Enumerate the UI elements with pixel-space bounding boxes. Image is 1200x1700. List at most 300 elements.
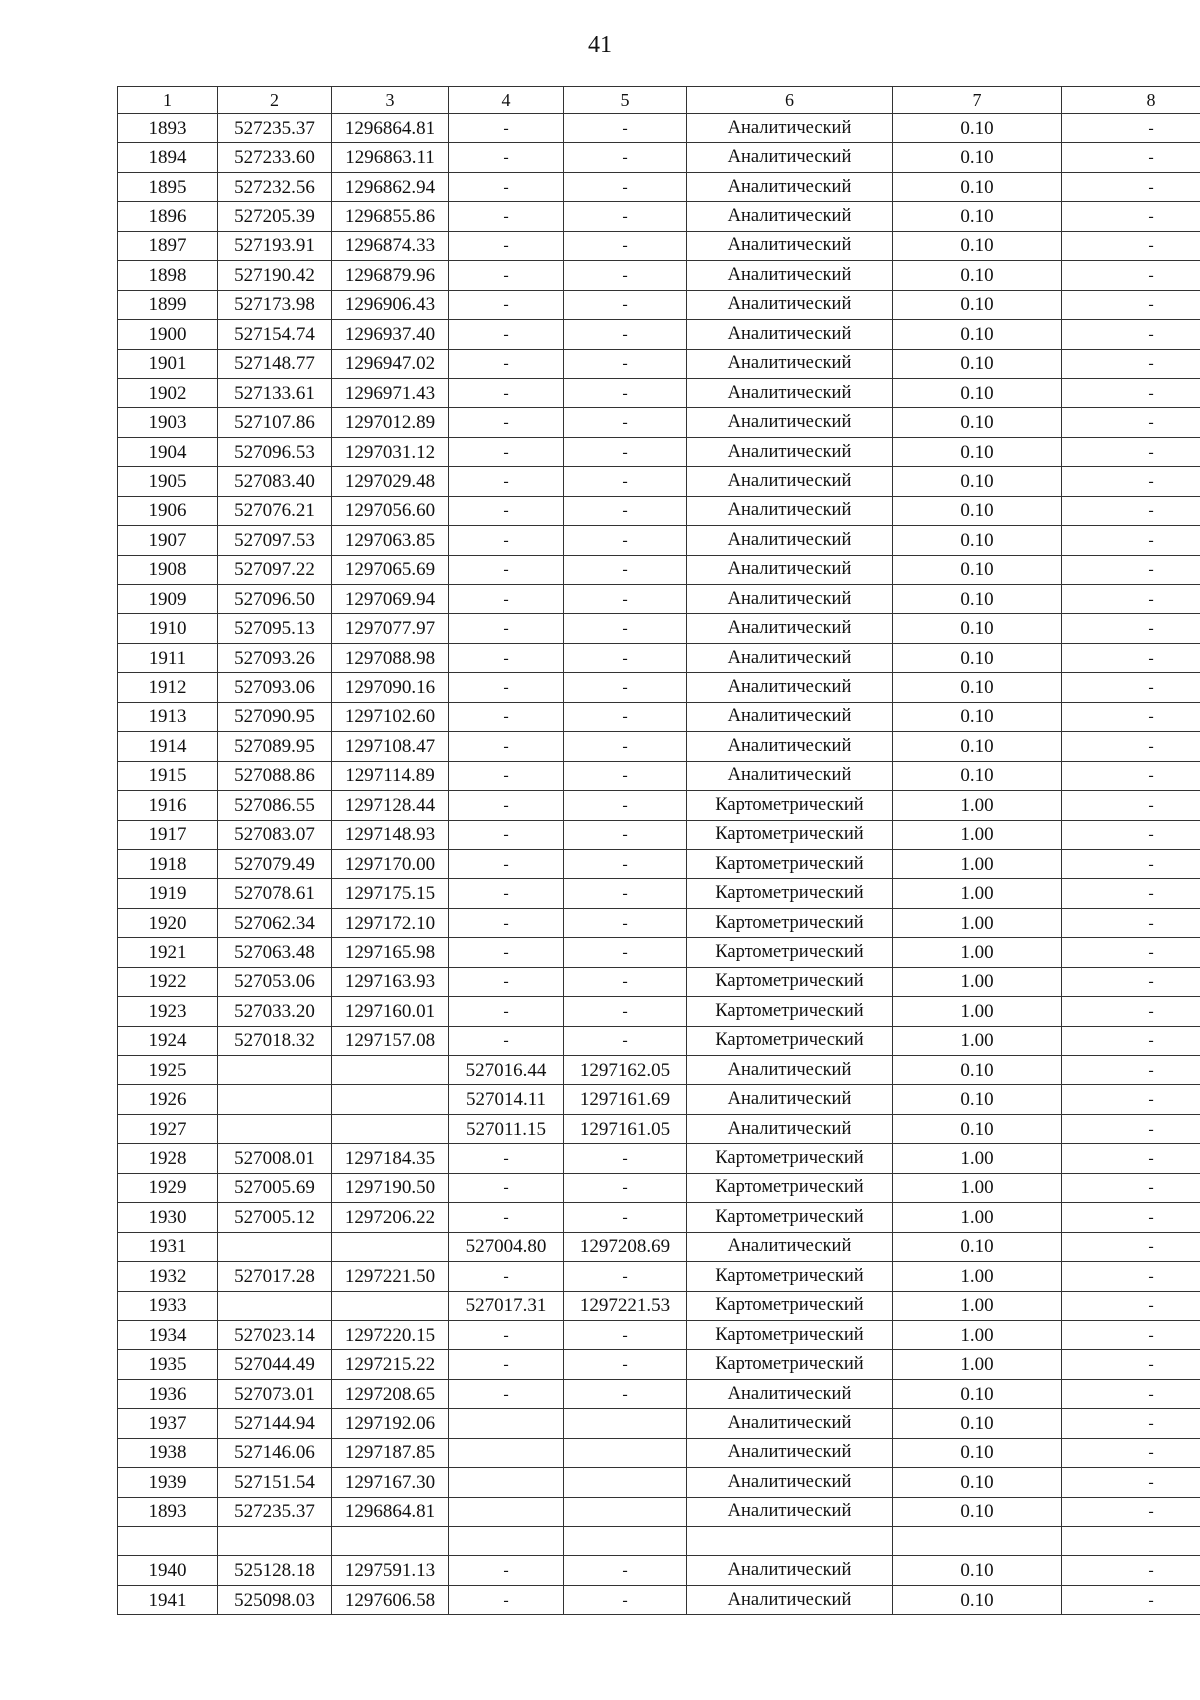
accuracy-cell: 0.10	[893, 1085, 1062, 1114]
column-header: 7	[893, 87, 1062, 114]
point-number-cell: 1909	[118, 585, 218, 614]
x-coordinate-alt-cell	[449, 1468, 564, 1497]
description-cell: -	[1062, 732, 1200, 761]
method-cell: Картометрический	[687, 849, 893, 878]
point-number-cell: 1926	[118, 1085, 218, 1114]
x-coordinate-cell: 527133.61	[218, 378, 332, 407]
description-cell: -	[1062, 1556, 1200, 1585]
x-coordinate-cell: 527097.53	[218, 526, 332, 555]
y-coordinate-cell	[332, 1056, 449, 1085]
description-cell: -	[1062, 791, 1200, 820]
method-cell: Аналитический	[687, 1232, 893, 1261]
table-row	[118, 437, 1200, 466]
table-row	[118, 555, 1200, 584]
accuracy-cell: 1.00	[893, 1350, 1062, 1379]
column-header: 4	[449, 87, 564, 114]
table-row	[118, 172, 1200, 201]
table-row	[118, 1203, 1200, 1232]
point-number-cell: 1918	[118, 849, 218, 878]
accuracy-cell: 1.00	[893, 1262, 1062, 1291]
point-number-cell: 1941	[118, 1585, 218, 1614]
y-coordinate-alt-cell: 1297161.69	[564, 1085, 687, 1114]
x-coordinate-alt-cell: -	[449, 908, 564, 937]
x-coordinate-alt-cell: -	[449, 261, 564, 290]
table-row	[118, 408, 1200, 437]
description-cell: -	[1062, 143, 1200, 172]
method-cell: Картометрический	[687, 997, 893, 1026]
point-number-cell: 1924	[118, 1026, 218, 1055]
x-coordinate-cell: 527083.40	[218, 467, 332, 496]
accuracy-cell: 1.00	[893, 908, 1062, 937]
y-coordinate-alt-cell: -	[564, 614, 687, 643]
point-number-cell: 1906	[118, 496, 218, 525]
method-cell: Аналитический	[687, 555, 893, 584]
x-coordinate-cell: 527093.06	[218, 673, 332, 702]
table-row	[118, 349, 1200, 378]
table-row	[118, 761, 1200, 790]
x-coordinate-cell	[218, 1527, 332, 1556]
y-coordinate-alt-cell	[564, 1527, 687, 1556]
y-coordinate-alt-cell: 1297161.05	[564, 1114, 687, 1143]
method-cell: Аналитический	[687, 1114, 893, 1143]
x-coordinate-alt-cell: -	[449, 172, 564, 201]
point-number-cell: 1915	[118, 761, 218, 790]
description-cell: -	[1062, 290, 1200, 319]
table-row	[118, 820, 1200, 849]
x-coordinate-cell: 527044.49	[218, 1350, 332, 1379]
x-coordinate-alt-cell: 527017.31	[449, 1291, 564, 1320]
y-coordinate-cell: 1297606.58	[332, 1585, 449, 1614]
table-row	[118, 1026, 1200, 1055]
y-coordinate-cell: 1297163.93	[332, 967, 449, 996]
x-coordinate-alt-cell: -	[449, 1350, 564, 1379]
x-coordinate-alt-cell: -	[449, 1262, 564, 1291]
x-coordinate-alt-cell: -	[449, 791, 564, 820]
table-row	[118, 378, 1200, 407]
point-number-cell: 1905	[118, 467, 218, 496]
y-coordinate-alt-cell: -	[564, 643, 687, 672]
y-coordinate-cell: 1297591.13	[332, 1556, 449, 1585]
table-row	[118, 997, 1200, 1026]
description-cell: -	[1062, 967, 1200, 996]
y-coordinate-alt-cell: 1297162.05	[564, 1056, 687, 1085]
point-number-cell: 1893	[118, 1497, 218, 1526]
table-row	[118, 1468, 1200, 1497]
method-cell: Картометрический	[687, 1262, 893, 1291]
y-coordinate-alt-cell: -	[564, 908, 687, 937]
table-row	[118, 1262, 1200, 1291]
point-number-cell: 1938	[118, 1438, 218, 1467]
y-coordinate-alt-cell: -	[564, 938, 687, 967]
method-cell: Аналитический	[687, 1056, 893, 1085]
description-cell: -	[1062, 1173, 1200, 1202]
column-header: 8	[1062, 87, 1200, 114]
table-row	[118, 261, 1200, 290]
accuracy-cell: 0.10	[893, 261, 1062, 290]
x-coordinate-alt-cell: -	[449, 143, 564, 172]
method-cell: Аналитический	[687, 614, 893, 643]
y-coordinate-cell	[332, 1527, 449, 1556]
y-coordinate-alt-cell: -	[564, 702, 687, 731]
method-cell: Аналитический	[687, 143, 893, 172]
point-number-cell: 1929	[118, 1173, 218, 1202]
accuracy-cell: 0.10	[893, 643, 1062, 672]
description-cell: -	[1062, 261, 1200, 290]
y-coordinate-cell: 1297157.08	[332, 1026, 449, 1055]
point-number-cell: 1932	[118, 1262, 218, 1291]
accuracy-cell: 0.10	[893, 467, 1062, 496]
y-coordinate-cell: 1297184.35	[332, 1144, 449, 1173]
point-number-cell: 1896	[118, 202, 218, 231]
x-coordinate-alt-cell: -	[449, 585, 564, 614]
y-coordinate-alt-cell	[564, 1497, 687, 1526]
accuracy-cell: 0.10	[893, 761, 1062, 790]
table-row	[118, 231, 1200, 260]
y-coordinate-cell: 1297108.47	[332, 732, 449, 761]
x-coordinate-cell: 525128.18	[218, 1556, 332, 1585]
accuracy-cell: 0.10	[893, 673, 1062, 702]
accuracy-cell: 0.10	[893, 1585, 1062, 1614]
method-cell: Аналитический	[687, 378, 893, 407]
y-coordinate-cell: 1297187.85	[332, 1438, 449, 1467]
y-coordinate-alt-cell: -	[564, 967, 687, 996]
accuracy-cell: 0.10	[893, 555, 1062, 584]
accuracy-cell: 0.10	[893, 349, 1062, 378]
method-cell: Аналитический	[687, 1085, 893, 1114]
x-coordinate-alt-cell: -	[449, 879, 564, 908]
method-cell: Аналитический	[687, 526, 893, 555]
y-coordinate-alt-cell: -	[564, 320, 687, 349]
page-number: 41	[588, 32, 612, 58]
y-coordinate-alt-cell: -	[564, 526, 687, 555]
y-coordinate-cell: 1296879.96	[332, 261, 449, 290]
table-row	[118, 467, 1200, 496]
table-row	[118, 849, 1200, 878]
method-cell: Аналитический	[687, 496, 893, 525]
y-coordinate-cell: 1297102.60	[332, 702, 449, 731]
table-row	[118, 320, 1200, 349]
table-row	[118, 496, 1200, 525]
table-row	[118, 1585, 1200, 1614]
x-coordinate-cell: 525098.03	[218, 1585, 332, 1614]
accuracy-cell: 0.10	[893, 1468, 1062, 1497]
accuracy-cell: 0.10	[893, 408, 1062, 437]
method-cell: Аналитический	[687, 408, 893, 437]
x-coordinate-alt-cell: -	[449, 849, 564, 878]
accuracy-cell: 1.00	[893, 1173, 1062, 1202]
table-row	[118, 1556, 1200, 1585]
x-coordinate-alt-cell: -	[449, 202, 564, 231]
description-cell: -	[1062, 673, 1200, 702]
x-coordinate-alt-cell: -	[449, 702, 564, 731]
method-cell: Аналитический	[687, 290, 893, 319]
x-coordinate-cell: 527193.91	[218, 231, 332, 260]
description-cell: -	[1062, 349, 1200, 378]
x-coordinate-cell: 527097.22	[218, 555, 332, 584]
y-coordinate-alt-cell	[564, 1468, 687, 1497]
x-coordinate-cell	[218, 1056, 332, 1085]
column-header: 5	[564, 87, 687, 114]
description-cell	[1062, 1527, 1200, 1556]
x-coordinate-alt-cell: -	[449, 1026, 564, 1055]
y-coordinate-alt-cell: -	[564, 732, 687, 761]
y-coordinate-alt-cell: 1297208.69	[564, 1232, 687, 1261]
description-cell: -	[1062, 437, 1200, 466]
description-cell: -	[1062, 643, 1200, 672]
point-number-cell: 1936	[118, 1379, 218, 1408]
accuracy-cell: 1.00	[893, 1026, 1062, 1055]
x-coordinate-alt-cell: -	[449, 967, 564, 996]
column-header: 3	[332, 87, 449, 114]
y-coordinate-alt-cell: -	[564, 585, 687, 614]
accuracy-cell: 1.00	[893, 997, 1062, 1026]
table-row	[118, 614, 1200, 643]
y-coordinate-cell: 1296874.33	[332, 231, 449, 260]
y-coordinate-cell: 1296947.02	[332, 349, 449, 378]
y-coordinate-alt-cell: -	[564, 1262, 687, 1291]
y-coordinate-cell: 1297031.12	[332, 437, 449, 466]
table-row	[118, 643, 1200, 672]
x-coordinate-cell: 527148.77	[218, 349, 332, 378]
method-cell: Аналитический	[687, 1379, 893, 1408]
table-row	[118, 1497, 1200, 1526]
method-cell: Аналитический	[687, 1585, 893, 1614]
method-cell: Аналитический	[687, 349, 893, 378]
table-row	[118, 732, 1200, 761]
table-row	[118, 1056, 1200, 1085]
accuracy-cell: 1.00	[893, 1291, 1062, 1320]
point-number-cell: 1901	[118, 349, 218, 378]
point-number-cell: 1897	[118, 231, 218, 260]
y-coordinate-cell	[332, 1085, 449, 1114]
description-cell: -	[1062, 378, 1200, 407]
x-coordinate-alt-cell: -	[449, 320, 564, 349]
point-number-cell: 1920	[118, 908, 218, 937]
y-coordinate-cell: 1297160.01	[332, 997, 449, 1026]
y-coordinate-cell: 1297165.98	[332, 938, 449, 967]
x-coordinate-alt-cell: -	[449, 820, 564, 849]
point-number-cell: 1898	[118, 261, 218, 290]
y-coordinate-alt-cell: -	[564, 1144, 687, 1173]
description-cell: -	[1062, 908, 1200, 937]
y-coordinate-cell: 1297063.85	[332, 526, 449, 555]
x-coordinate-cell	[218, 1114, 332, 1143]
x-coordinate-cell: 527008.01	[218, 1144, 332, 1173]
y-coordinate-alt-cell: -	[564, 1556, 687, 1585]
x-coordinate-cell: 527090.95	[218, 702, 332, 731]
description-cell: -	[1062, 114, 1200, 143]
y-coordinate-alt-cell: -	[564, 1379, 687, 1408]
x-coordinate-cell: 527005.12	[218, 1203, 332, 1232]
y-coordinate-alt-cell: -	[564, 761, 687, 790]
x-coordinate-alt-cell: -	[449, 496, 564, 525]
accuracy-cell: 0.10	[893, 231, 1062, 260]
accuracy-cell: 0.10	[893, 1556, 1062, 1585]
y-coordinate-cell: 1297190.50	[332, 1173, 449, 1202]
point-number-cell: 1899	[118, 290, 218, 319]
description-cell: -	[1062, 555, 1200, 584]
accuracy-cell: 1.00	[893, 1203, 1062, 1232]
table-row	[118, 1085, 1200, 1114]
description-cell: -	[1062, 1203, 1200, 1232]
x-coordinate-alt-cell: -	[449, 437, 564, 466]
point-number-cell: 1912	[118, 673, 218, 702]
y-coordinate-alt-cell: -	[564, 437, 687, 466]
y-coordinate-alt-cell: -	[564, 261, 687, 290]
y-coordinate-alt-cell: -	[564, 1173, 687, 1202]
table-row	[118, 1527, 1200, 1556]
accuracy-cell: 0.10	[893, 1497, 1062, 1526]
y-coordinate-cell: 1296937.40	[332, 320, 449, 349]
x-coordinate-cell	[218, 1085, 332, 1114]
description-cell: -	[1062, 202, 1200, 231]
accuracy-cell: 1.00	[893, 1320, 1062, 1349]
x-coordinate-alt-cell	[449, 1527, 564, 1556]
description-cell: -	[1062, 938, 1200, 967]
x-coordinate-alt-cell: 527004.80	[449, 1232, 564, 1261]
x-coordinate-cell: 527023.14	[218, 1320, 332, 1349]
table-row	[118, 702, 1200, 731]
x-coordinate-cell: 527151.54	[218, 1468, 332, 1497]
point-number-cell: 1907	[118, 526, 218, 555]
y-coordinate-cell: 1297065.69	[332, 555, 449, 584]
accuracy-cell: 1.00	[893, 849, 1062, 878]
method-cell: Аналитический	[687, 673, 893, 702]
y-coordinate-alt-cell: -	[564, 467, 687, 496]
description-cell: -	[1062, 1497, 1200, 1526]
point-number-cell: 1925	[118, 1056, 218, 1085]
accuracy-cell: 0.10	[893, 1409, 1062, 1438]
point-number-cell: 1922	[118, 967, 218, 996]
x-coordinate-cell: 527146.06	[218, 1438, 332, 1467]
table-row	[118, 1232, 1200, 1261]
method-cell: Картометрический	[687, 1144, 893, 1173]
description-cell: -	[1062, 1056, 1200, 1085]
x-coordinate-alt-cell: -	[449, 673, 564, 702]
method-cell: Картометрический	[687, 820, 893, 849]
description-cell: -	[1062, 526, 1200, 555]
method-cell: Аналитический	[687, 467, 893, 496]
x-coordinate-alt-cell: -	[449, 467, 564, 496]
x-coordinate-alt-cell	[449, 1409, 564, 1438]
y-coordinate-alt-cell: -	[564, 290, 687, 319]
x-coordinate-alt-cell: -	[449, 408, 564, 437]
accuracy-cell: 1.00	[893, 1144, 1062, 1173]
method-cell: Картометрический	[687, 967, 893, 996]
point-number-cell: 1921	[118, 938, 218, 967]
y-coordinate-alt-cell: -	[564, 879, 687, 908]
method-cell: Картометрический	[687, 908, 893, 937]
description-cell: -	[1062, 1291, 1200, 1320]
x-coordinate-cell: 527154.74	[218, 320, 332, 349]
y-coordinate-alt-cell: -	[564, 378, 687, 407]
description-cell: -	[1062, 585, 1200, 614]
x-coordinate-cell: 527062.34	[218, 908, 332, 937]
x-coordinate-cell: 527107.86	[218, 408, 332, 437]
point-number-cell: 1913	[118, 702, 218, 731]
x-coordinate-alt-cell: -	[449, 378, 564, 407]
accuracy-cell: 0.10	[893, 202, 1062, 231]
header-row	[118, 87, 1200, 114]
description-cell: -	[1062, 1585, 1200, 1614]
y-coordinate-cell: 1297088.98	[332, 643, 449, 672]
x-coordinate-cell: 527233.60	[218, 143, 332, 172]
table-row	[118, 1173, 1200, 1202]
x-coordinate-cell: 527053.06	[218, 967, 332, 996]
table-row	[118, 673, 1200, 702]
point-number-cell: 1923	[118, 997, 218, 1026]
y-coordinate-alt-cell: -	[564, 1203, 687, 1232]
column-header: 2	[218, 87, 332, 114]
x-coordinate-cell: 527093.26	[218, 643, 332, 672]
description-cell: -	[1062, 1350, 1200, 1379]
point-number-cell: 1910	[118, 614, 218, 643]
y-coordinate-alt-cell: -	[564, 1026, 687, 1055]
table-row	[118, 143, 1200, 172]
point-number-cell: 1928	[118, 1144, 218, 1173]
accuracy-cell: 1.00	[893, 820, 1062, 849]
accuracy-cell: 0.10	[893, 172, 1062, 201]
table-row	[118, 1114, 1200, 1143]
x-coordinate-alt-cell: -	[449, 349, 564, 378]
y-coordinate-cell: 1297208.65	[332, 1379, 449, 1408]
x-coordinate-alt-cell: 527011.15	[449, 1114, 564, 1143]
y-coordinate-alt-cell: -	[564, 849, 687, 878]
x-coordinate-cell: 527078.61	[218, 879, 332, 908]
x-coordinate-alt-cell: -	[449, 761, 564, 790]
table-row	[118, 879, 1200, 908]
y-coordinate-cell: 1296863.11	[332, 143, 449, 172]
table-row	[118, 585, 1200, 614]
description-cell: -	[1062, 1144, 1200, 1173]
accuracy-cell: 0.10	[893, 378, 1062, 407]
method-cell: Картометрический	[687, 1026, 893, 1055]
accuracy-cell: 1.00	[893, 967, 1062, 996]
description-cell: -	[1062, 231, 1200, 260]
method-cell: Аналитический	[687, 643, 893, 672]
accuracy-cell: 0.10	[893, 437, 1062, 466]
x-coordinate-cell: 527017.28	[218, 1262, 332, 1291]
y-coordinate-cell: 1297090.16	[332, 673, 449, 702]
x-coordinate-cell: 527205.39	[218, 202, 332, 231]
y-coordinate-cell: 1297170.00	[332, 849, 449, 878]
accuracy-cell	[893, 1527, 1062, 1556]
table-row	[118, 967, 1200, 996]
point-number-cell: 1935	[118, 1350, 218, 1379]
x-coordinate-alt-cell: -	[449, 1203, 564, 1232]
method-cell: Аналитический	[687, 261, 893, 290]
accuracy-cell: 1.00	[893, 879, 1062, 908]
point-number-cell: 1917	[118, 820, 218, 849]
x-coordinate-cell	[218, 1232, 332, 1261]
method-cell: Картометрический	[687, 1291, 893, 1320]
x-coordinate-alt-cell: -	[449, 1144, 564, 1173]
point-number-cell: 1919	[118, 879, 218, 908]
point-number-cell: 1939	[118, 1468, 218, 1497]
method-cell: Аналитический	[687, 732, 893, 761]
method-cell: Аналитический	[687, 437, 893, 466]
method-cell: Картометрический	[687, 1350, 893, 1379]
accuracy-cell: 0.10	[893, 702, 1062, 731]
point-number-cell: 1908	[118, 555, 218, 584]
x-coordinate-cell: 527083.07	[218, 820, 332, 849]
point-number-cell: 1911	[118, 643, 218, 672]
description-cell: -	[1062, 1379, 1200, 1408]
point-number-cell: 1903	[118, 408, 218, 437]
x-coordinate-alt-cell: -	[449, 555, 564, 584]
y-coordinate-cell: 1297012.89	[332, 408, 449, 437]
y-coordinate-cell	[332, 1114, 449, 1143]
